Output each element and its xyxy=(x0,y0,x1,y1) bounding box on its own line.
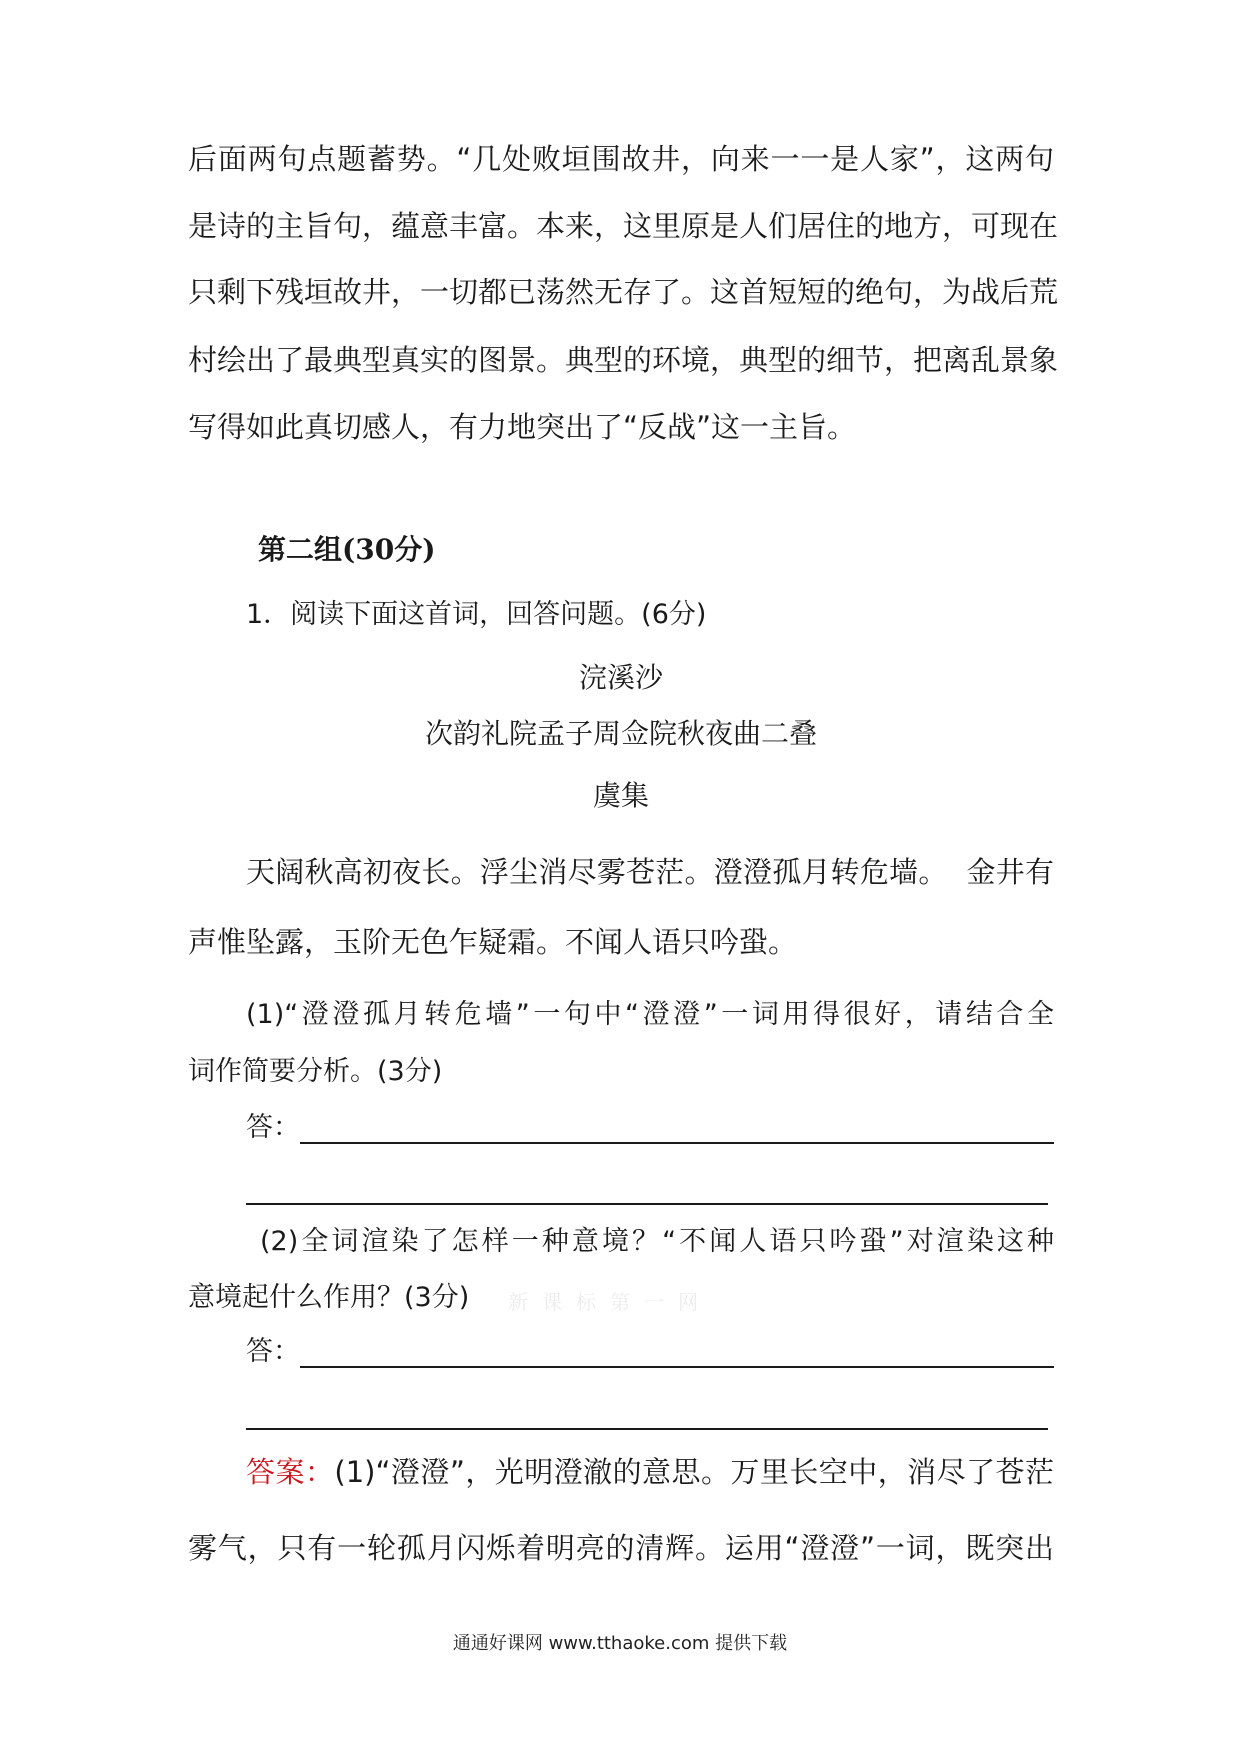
answer-label: 答案： xyxy=(246,1455,335,1489)
answer-blank-1a[interactable] xyxy=(300,1142,1054,1144)
section-heading: 第二组(30分) xyxy=(258,533,436,566)
question-1-prompt: 1．阅读下面这首词，回答问题。(6分) xyxy=(246,599,707,630)
poem-line-1: 天阔秋高初夜长。浮尘消尽雾苍茫。澄澄孤月转危墙。 金井有 xyxy=(246,855,1054,889)
poem-author: 虞集 xyxy=(592,779,649,812)
page-footer: 通通好课网 www.tthaoke.com 提供下载 xyxy=(452,1633,788,1654)
answer-label-2: 答： xyxy=(246,1336,300,1367)
answer-label-1: 答： xyxy=(246,1112,300,1143)
sub-question-2-line-2: 意境起什么作用？(3分) xyxy=(188,1282,470,1313)
sub-question-2-line-1: (2)全词渲染了怎样一种意境？“不闻人语只吟蛩”对渲染这种 xyxy=(260,1226,1054,1257)
poem-title: 浣溪沙 xyxy=(578,661,663,694)
answer-blank-2b[interactable] xyxy=(246,1428,1048,1430)
intro-line-4: 村绘出了最典型真实的图景。典型的环境，典型的细节，把离乱景象 xyxy=(188,343,1059,377)
answer-text-1: (1)“澄澄”，光明澄澈的意思。万里长空中，消尽了苍茫 xyxy=(334,1455,1054,1489)
sub-question-1-line-2: 词作简要分析。(3分) xyxy=(188,1056,443,1087)
answer-blank-2a[interactable] xyxy=(300,1366,1054,1368)
intro-line-3: 只剩下残垣故井，一切都已荡然无存了。这首短短的绝句，为战后荒 xyxy=(188,275,1059,309)
intro-line-5: 写得如此真切感人，有力地突出了“反战”这一主旨。 xyxy=(188,410,857,444)
sub-question-1-line-1: (1)“澄澄孤月转危墙”一句中“澄澄”一词用得很好，请结合全 xyxy=(246,999,1054,1030)
watermark-text: 新课标第一网 xyxy=(508,1290,712,1314)
answer-line-1 xyxy=(246,1452,1054,1492)
intro-line-2: 是诗的主旨句，蕴意丰富。本来，这里原是人们居住的地方，可现在 xyxy=(188,209,1059,243)
answer-blank-1b[interactable] xyxy=(246,1203,1048,1205)
answer-line-2: 雾气，只有一轮孤月闪烁着明亮的清辉。运用“澄澄”一词，既突出 xyxy=(188,1531,1054,1565)
poem-subtitle: 次韵礼院孟子周佥院秋夜曲二叠 xyxy=(424,717,817,750)
poem-line-2: 声惟坠露，玉阶无色乍疑霜。不闻人语只吟蛩。 xyxy=(188,925,798,959)
intro-line-1: 后面两句点题蓄势。“几处败垣围故井，向来一一是人家”，这两句 xyxy=(188,142,1054,176)
